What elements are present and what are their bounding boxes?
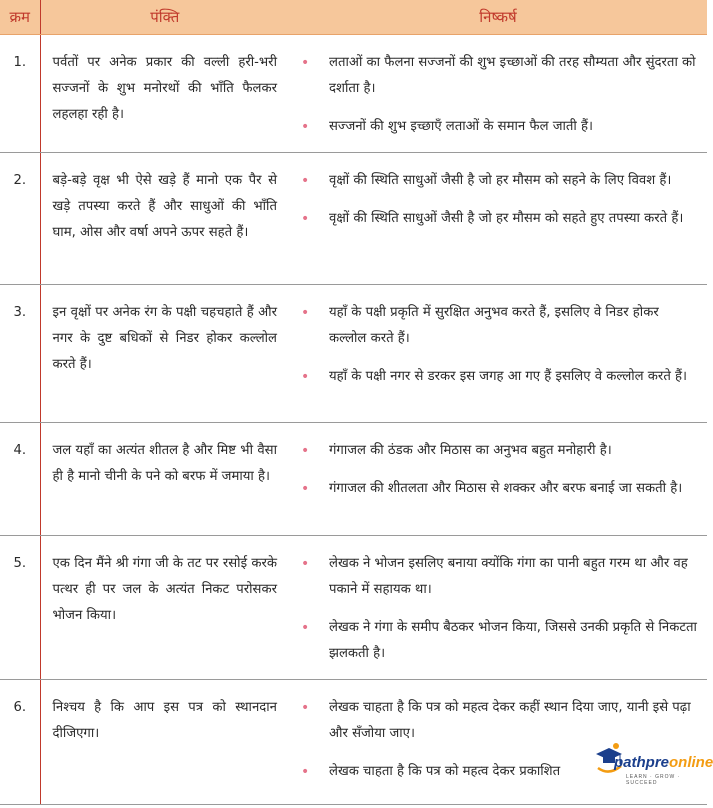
conclusion-item (301, 300, 699, 352)
table-row (0, 153, 707, 285)
bullet-icon: • (301, 173, 310, 189)
poem-line: बड़े-बड़े वृक्ष भी ऐसे खड़े हैं मानो एक पैर से खड़े तपस्या करते हैं और साधुओं की भाँति घाम, ओस और वर्षा अपने ऊपर सहते हैं। (40, 153, 289, 285)
bullet-icon: • (301, 556, 310, 572)
row-number: 5. (0, 536, 40, 680)
conclusion-text: लेखक चाहता है कि पत्र को महत्व देकर कहीं स्थान दिया जाए, यानी इसे पढ़ा और सँजोया जाए। (329, 700, 691, 741)
conclusion-text: वृक्षों की स्थिति साधुओं जैसी है जो हर मौसम को सहने के लिए विवश हैं। (329, 173, 672, 188)
conclusion-cell (289, 285, 707, 423)
row-number: 2. (0, 153, 40, 285)
row-number: 3. (0, 285, 40, 423)
conclusion-text: लेखक ने गंगा के समीप बैठकर भोजन किया, जिससे उनकी प्रकृति से निकटता झलकती है। (329, 620, 697, 661)
conclusion-text: लेखक चाहता है कि पत्र को महत्व देकर प्रकाशित (329, 764, 561, 779)
pathpre-logo (594, 740, 713, 790)
conclusion-item (301, 615, 699, 667)
bullet-icon: • (301, 764, 310, 780)
poem-line: पर्वतों पर अनेक प्रकार की वल्ली हरी-भरी सज्जनों के शुभ मनोरथों की भाँति फैलकर लहलहा रही है। (40, 35, 289, 153)
conclusion-cell (289, 153, 707, 285)
poem-line: जल यहाँ का अत्यंत शीतल है और मिष्ट भी वैसा ही है मानो चीनी के पने को बरफ में जमाया है। (40, 423, 289, 536)
conclusion-list (301, 551, 699, 667)
conclusion-cell (289, 35, 707, 153)
conclusion-item (301, 551, 699, 603)
conclusion-list (301, 50, 699, 140)
header-serial: क्रम (0, 0, 40, 35)
logo-tagline: LEARN · GROW · SUCCEED (626, 774, 681, 786)
table-row (0, 423, 707, 536)
header-conclusion: निष्कर्ष (289, 0, 707, 35)
bullet-icon: • (301, 369, 310, 385)
conclusion-item (301, 50, 699, 102)
row-number: 4. (0, 423, 40, 536)
conclusion-list (301, 438, 699, 502)
row-number: 6. (0, 680, 40, 805)
conclusion-text: गंगाजल की ठंडक और मिठास का अनुभव बहुत मनोहारी है। (329, 443, 612, 458)
poem-line: इन वृक्षों पर अनेक रंग के पक्षी चहचहाते हैं और नगर के दुष्ट बधिकों से निडर होकर कल्लोल करते हैं। (40, 285, 289, 423)
table-row (0, 35, 707, 153)
conclusion-item (301, 364, 699, 390)
bullet-icon: • (301, 700, 310, 716)
bullet-icon: • (301, 211, 310, 227)
conclusion-list (301, 300, 699, 390)
conclusion-text: गंगाजल की शीतलता और मिठास से शक्कर और बरफ बनाई जा सकती है। (329, 481, 683, 496)
bullet-icon: • (301, 305, 310, 321)
conclusion-text: वृक्षों की स्थिति साधुओं जैसी है जो हर मौसम को सहते हुए तपस्या करते हैं। (329, 211, 684, 226)
conclusion-item (301, 114, 699, 140)
conclusion-text: यहाँ के पक्षी नगर से डरकर इस जगह आ गए हैं इसलिए वे कल्लोल करते हैं। (329, 369, 688, 384)
bullet-icon: • (301, 443, 310, 459)
poem-line: एक दिन मैंने श्री गंगा जी के तट पर रसोई करके पत्थर ही पर जल के अत्यंत निकट परोसकर भोजन किया। (40, 536, 289, 680)
table-row (0, 285, 707, 423)
conclusion-item (301, 438, 699, 464)
conclusion-item (301, 206, 699, 232)
header-line: पंक्ति (40, 0, 289, 35)
conclusion-cell (289, 423, 707, 536)
row-number: 1. (0, 35, 40, 153)
bullet-icon: • (301, 55, 310, 71)
conclusion-text: लताओं का फैलना सज्जनों की शुभ इच्छाओं की तरह सौम्यता और सुंदरता को दर्शाता है। (329, 55, 696, 96)
conclusion-cell (289, 536, 707, 680)
conclusion-item (301, 168, 699, 194)
conclusion-text: लेखक ने भोजन इसलिए बनाया क्योंकि गंगा का पानी बहुत गरम था और वह पकाने में सहायक था। (329, 556, 688, 597)
poem-line: निश्चय है कि आप इस पत्र को स्थानदान दीजिएगा। (40, 680, 289, 805)
table-row (0, 536, 707, 680)
conclusion-list (301, 168, 699, 232)
conclusion-text: सज्जनों की शुभ इच्छाएँ लताओं के समान फैल जाती हैं। (329, 119, 594, 134)
bullet-icon: • (301, 620, 310, 636)
table-header (0, 0, 707, 35)
conclusion-text: यहाँ के पक्षी प्रकृति में सुरक्षित अनुभव करते हैं, इसलिए वे निडर होकर कल्लोल करते हैं। (329, 305, 659, 346)
conclusion-item (301, 476, 699, 502)
bullet-icon: • (301, 119, 310, 135)
logo-text: pathpreonline (614, 754, 713, 771)
bullet-icon: • (301, 481, 310, 497)
